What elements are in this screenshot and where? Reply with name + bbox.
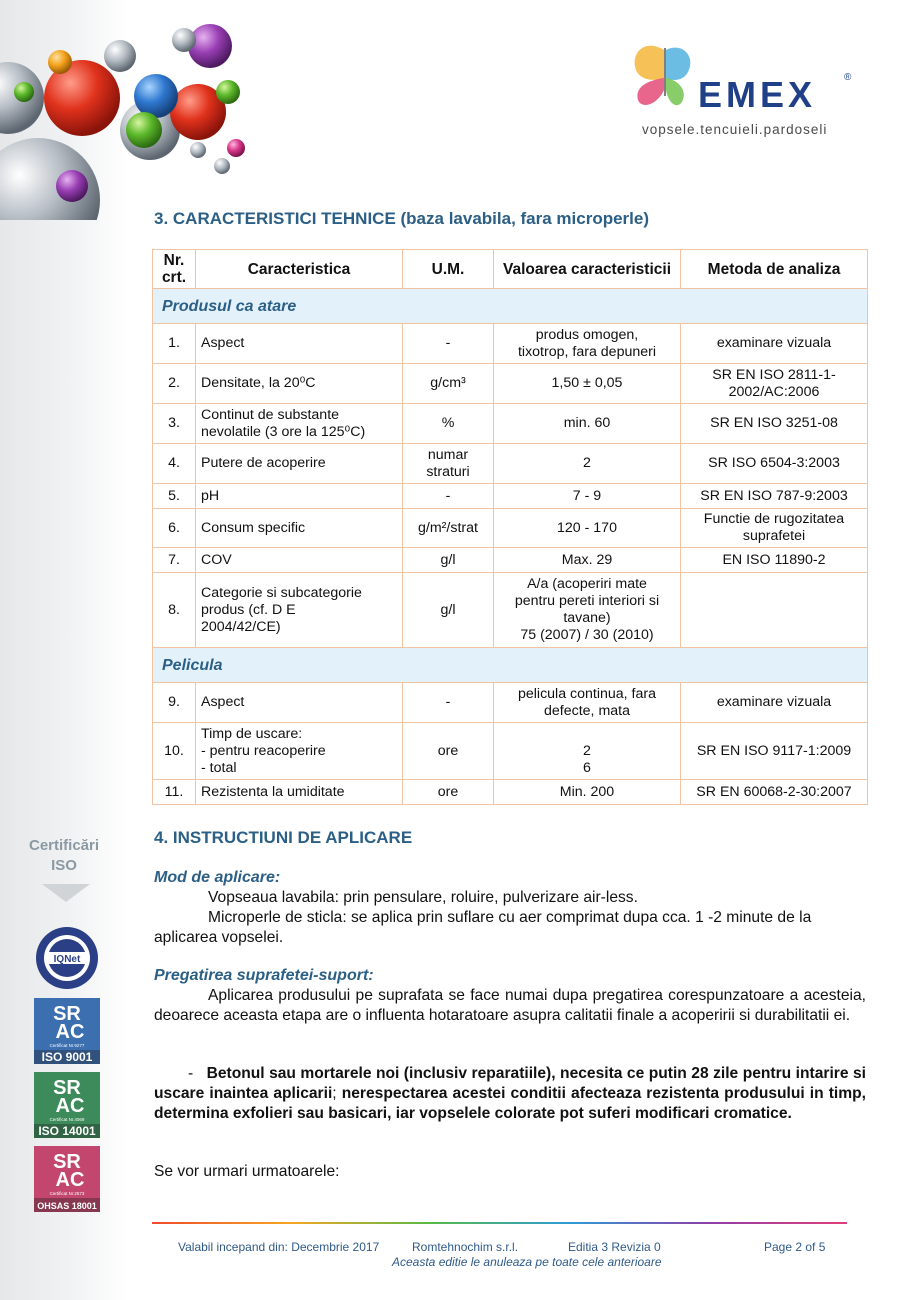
footer-rainbow-line bbox=[152, 1222, 847, 1224]
value-cell: Max. 29 bbox=[494, 548, 681, 573]
characteristic-cell: pH bbox=[196, 484, 403, 509]
group-label: Pelicula bbox=[153, 648, 868, 683]
method-cell: SR EN ISO 3251-08 bbox=[681, 404, 868, 444]
registered-mark: ® bbox=[844, 72, 852, 83]
logo-tagline: vopsele.tencuieli.pardoseli bbox=[642, 122, 828, 137]
table-row bbox=[153, 548, 868, 573]
method-cell: examinare vizuala bbox=[681, 683, 868, 723]
technical-characteristics-table bbox=[152, 249, 868, 805]
value-cell: min. 60 bbox=[494, 404, 681, 444]
value-cell: 120 - 170 bbox=[494, 509, 681, 548]
value-cell: 7 - 9 bbox=[494, 484, 681, 509]
certifications-label-line-1: Certificări bbox=[28, 837, 100, 854]
badge-bottom-letters: AC bbox=[55, 1169, 85, 1191]
surface-preparation-block bbox=[154, 966, 866, 1026]
characteristic-cell: Continut de substante nevolatile (3 ore la 125⁰C) bbox=[196, 404, 403, 444]
badge-bottom-letters: AC bbox=[55, 1095, 85, 1117]
unit-cell: g/l bbox=[403, 573, 494, 648]
badge-top-letters: SR bbox=[53, 1151, 81, 1173]
application-method-line-2: Microperle de sticla: se aplica prin suflare cu aer comprimat dupa cca. 1 -2 minute de la aplicarea vopselei. bbox=[154, 909, 812, 946]
section-3-title: 3. CARACTERISTICI TEHNICE (baza lavabila, fara microperle) bbox=[154, 209, 650, 228]
characteristic-cell: COV bbox=[196, 548, 403, 573]
application-method-heading: Mod de aplicare: bbox=[154, 869, 281, 886]
warning-bold-part-2: nerespectarea acestei conditii afecteaza rezistenta produsului in timp, determina exfolieri sau basicari, iar vopselele colorate pot suferi modificari cromatice. bbox=[154, 1085, 866, 1122]
row-number: 11. bbox=[153, 780, 196, 805]
row-number: 7. bbox=[153, 548, 196, 573]
badge-top-letters: SR bbox=[53, 1077, 81, 1099]
unit-cell: g/cm³ bbox=[403, 364, 494, 404]
header-nr: Nr. crt. bbox=[153, 250, 196, 289]
method-cell: SR EN ISO 787-9:2003 bbox=[681, 484, 868, 509]
certification-badge-3 bbox=[34, 1146, 100, 1212]
logo-wordmark: EMEX bbox=[698, 74, 817, 115]
method-cell bbox=[681, 573, 868, 648]
surface-preparation-text: Aplicarea produsului pe suprafata se face numai dupa pregatirea corespunzatoare a acesteia, deoarece aceasta etapa are o influenta hotaratoare asupra calitatii finale a acoperirii si durabilitatii ei. bbox=[154, 987, 866, 1024]
warning-bold-part-1: Betonul sau mortarele noi (inclusiv reparatiile), necesita ce putin 28 zile pentru intarire si uscare inaintea aplicarii bbox=[154, 1065, 866, 1102]
seal-text: IQNet bbox=[53, 954, 81, 965]
unit-cell: ore bbox=[403, 723, 494, 780]
value-cell: 1,50 ± 0,05 bbox=[494, 364, 681, 404]
table-row bbox=[153, 780, 868, 805]
unit-cell: % bbox=[403, 404, 494, 444]
badge-bottom-letters: AC bbox=[55, 1021, 85, 1043]
badge-certificate-number: Certificat Nr.4069 bbox=[49, 1117, 85, 1122]
badge-standard: ISO 14001 bbox=[38, 1124, 96, 1138]
footer-note: Aceasta editie le anuleaza pe toate cele anterioare bbox=[392, 1255, 662, 1269]
table-row bbox=[153, 573, 868, 648]
characteristic-cell: Densitate, la 20⁰C bbox=[196, 364, 403, 404]
method-cell: EN ISO 11890-2 bbox=[681, 548, 868, 573]
row-number: 2. bbox=[153, 364, 196, 404]
row-number: 5. bbox=[153, 484, 196, 509]
method-cell: SR EN ISO 2811-1- 2002/AC:2006 bbox=[681, 364, 868, 404]
follow-text: Se vor urmari urmatoarele: bbox=[154, 1163, 340, 1180]
header-method: Metoda de analiza bbox=[681, 250, 868, 289]
table-row bbox=[153, 364, 868, 404]
table-row bbox=[153, 404, 868, 444]
value-cell: pelicula continua, fara defecte, mata bbox=[494, 683, 681, 723]
badge-top-letters: SR bbox=[53, 1003, 81, 1025]
unit-cell: - bbox=[403, 484, 494, 509]
footer-company: Romtehnochim s.r.l. bbox=[412, 1240, 519, 1254]
table-row bbox=[153, 509, 868, 548]
application-method-line-1: Vopseaua lavabila: prin pensulare, roluire, pulverizare air-less. bbox=[208, 889, 638, 906]
row-number: 1. bbox=[153, 324, 196, 364]
unit-cell: - bbox=[403, 324, 494, 364]
table-row bbox=[153, 723, 868, 780]
butterfly-logo-icon bbox=[624, 40, 704, 112]
table-body bbox=[153, 250, 868, 805]
method-cell: examinare vizuala bbox=[681, 324, 868, 364]
unit-cell: g/m²/strat bbox=[403, 509, 494, 548]
down-arrow-icon bbox=[42, 884, 90, 902]
unit-cell: - bbox=[403, 683, 494, 723]
row-number: 3. bbox=[153, 404, 196, 444]
colored-spheres-decoration bbox=[0, 0, 260, 220]
bullet-dash: - bbox=[188, 1065, 194, 1082]
row-number: 10. bbox=[153, 723, 196, 780]
table-row bbox=[153, 484, 868, 509]
characteristic-cell: Timp de uscare: - pentru reacoperire - total bbox=[196, 723, 403, 780]
value-cell: A/a (acoperiri mate pentru pereti interiori si tavane) 75 (2007) / 30 (2010) bbox=[494, 573, 681, 648]
characteristic-cell: Rezistenta la umiditate bbox=[196, 780, 403, 805]
characteristic-cell: Aspect bbox=[196, 683, 403, 723]
value-cell: produs omogen, tixotrop, fara depuneri bbox=[494, 324, 681, 364]
header-unit: U.M. bbox=[403, 250, 494, 289]
characteristic-cell: Categorie si subcategorie produs (cf. D E 2004/42/CE) bbox=[196, 573, 403, 648]
value-cell: 2 bbox=[494, 444, 681, 484]
table-row bbox=[153, 324, 868, 364]
footer-edition: Editia 3 Revizia 0 bbox=[568, 1240, 661, 1254]
table-row bbox=[153, 444, 868, 484]
concrete-warning-paragraph bbox=[154, 1064, 866, 1124]
certification-badge-2 bbox=[34, 1072, 100, 1138]
badge-standard: OHSAS 18001 bbox=[37, 1201, 97, 1211]
header-value: Valoarea caracteristicii bbox=[494, 250, 681, 289]
header-characteristic: Caracteristica bbox=[196, 250, 403, 289]
certification-badge-1 bbox=[34, 998, 100, 1064]
method-cell: SR ISO 6504-3:2003 bbox=[681, 444, 868, 484]
unit-cell: numar straturi bbox=[403, 444, 494, 484]
method-cell: Functie de rugozitatea suprafetei bbox=[681, 509, 868, 548]
group-row bbox=[153, 648, 868, 683]
characteristic-cell: Consum specific bbox=[196, 509, 403, 548]
certifications-label-line-2: ISO bbox=[51, 857, 77, 874]
row-number: 6. bbox=[153, 509, 196, 548]
footer-page-number: Page 2 of 5 bbox=[764, 1240, 826, 1254]
iso-certifications-label bbox=[18, 836, 110, 876]
iqnet-seal-icon bbox=[34, 925, 100, 991]
surface-preparation-heading: Pregatirea suprafetei-suport: bbox=[154, 967, 374, 984]
characteristic-cell: Putere de acoperire bbox=[196, 444, 403, 484]
unit-cell: g/l bbox=[403, 548, 494, 573]
application-method-block bbox=[154, 868, 866, 948]
section-4-title: 4. INSTRUCTIUNI DE APLICARE bbox=[154, 828, 413, 847]
table-row bbox=[153, 683, 868, 723]
warning-separator: ; bbox=[332, 1085, 337, 1102]
value-cell: 2 6 bbox=[494, 723, 681, 780]
table-header-row bbox=[153, 250, 868, 289]
badge-certificate-number: Certificat Nr.9277 bbox=[49, 1043, 85, 1048]
row-number: 9. bbox=[153, 683, 196, 723]
value-cell: Min. 200 bbox=[494, 780, 681, 805]
characteristic-cell: Aspect bbox=[196, 324, 403, 364]
footer-valid-from: Valabil incepand din: Decembrie 2017 bbox=[178, 1240, 380, 1254]
badge-standard: ISO 9001 bbox=[41, 1050, 93, 1064]
method-cell: SR EN ISO 9117-1:2009 bbox=[681, 723, 868, 780]
emex-logo bbox=[622, 38, 862, 148]
group-row bbox=[153, 289, 868, 324]
row-number: 8. bbox=[153, 573, 196, 648]
group-label: Produsul ca atare bbox=[153, 289, 868, 324]
unit-cell: ore bbox=[403, 780, 494, 805]
badge-certificate-number: Certificat Nr.2573 bbox=[49, 1191, 85, 1196]
row-number: 4. bbox=[153, 444, 196, 484]
method-cell: SR EN 60068-2-30:2007 bbox=[681, 780, 868, 805]
